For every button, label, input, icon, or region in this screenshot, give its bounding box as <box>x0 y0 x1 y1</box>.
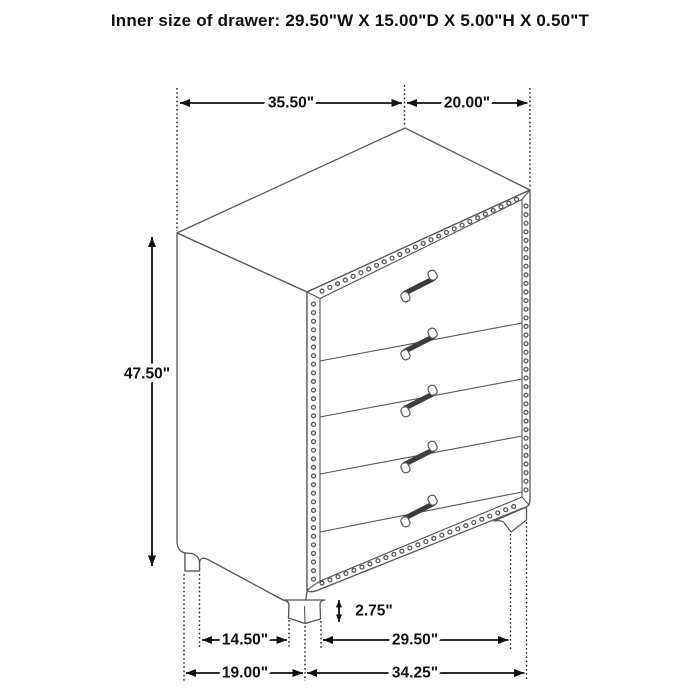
dim-label-front-base-width: 34.25" <box>391 664 439 682</box>
dim-label-side-leg-spacing: 14.50" <box>221 631 269 649</box>
dim-label-leg-height: 2.75" <box>355 602 393 620</box>
front-left-leg-edge <box>305 606 306 623</box>
dim-label-overall-height: 47.50" <box>123 365 171 383</box>
chest-drawing <box>177 128 530 624</box>
dim-label-overall-depth: 20.00" <box>443 94 491 112</box>
dim-label-side-base-width: 19.00" <box>221 664 269 682</box>
page-title: Inner size of drawer: 29.50"W X 15.00"D X 5.00"H X 0.50"T <box>110 11 590 30</box>
dim-label-front-leg-spacing: 29.50" <box>391 631 439 649</box>
dim-label-overall-width: 35.50" <box>267 94 315 112</box>
